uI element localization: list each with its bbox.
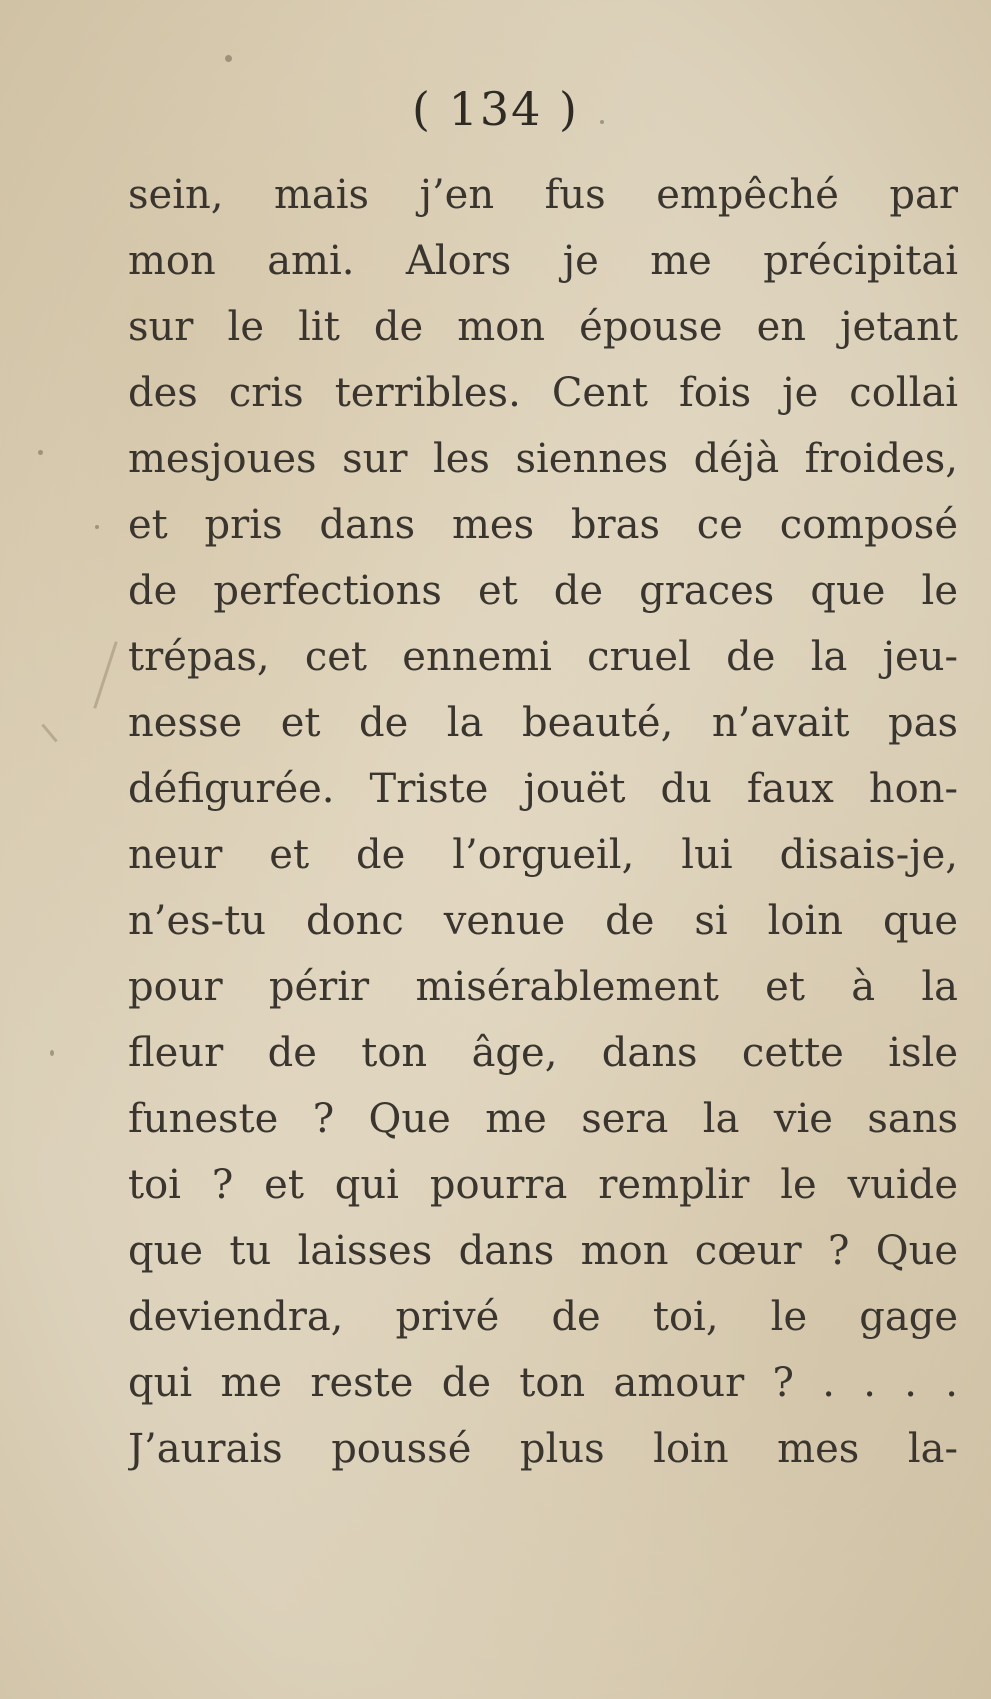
text-line: deviendra, privé de toi, le gage: [128, 1294, 958, 1340]
text-line: J’aurais poussé plus loin mes la-: [128, 1426, 958, 1472]
text-line: funeste ? Que me sera la vie sans: [128, 1096, 958, 1142]
paper-speck: [95, 525, 99, 529]
text-line: mesjoues sur les siennes déjà froides,: [128, 436, 958, 482]
pencil-mark: [93, 641, 117, 709]
text-line: neur et de l’orgueil, lui disais-je,: [128, 832, 958, 878]
text-line: fleur de ton âge, dans cette isle: [128, 1030, 958, 1076]
text-line: toi ? et qui pourra remplir le vuide: [128, 1162, 958, 1208]
text-line: de perfections et de graces que le: [128, 568, 958, 614]
text-line: des cris terribles. Cent fois je collai: [128, 370, 958, 416]
pencil-mark: [41, 724, 57, 743]
text-line: sein, mais j’en fus empêché par: [128, 172, 958, 218]
text-line: sur le lit de mon épouse en jetant: [128, 304, 958, 350]
text-line: défigurée. Triste jouët du faux hon-: [128, 766, 958, 812]
text-line: n’es-tu donc venue de si loin que: [128, 898, 958, 944]
paper-speck: [50, 1050, 54, 1056]
text-line: mon ami. Alors je me précipitai: [128, 238, 958, 284]
text-line: pour périr misérablement et à la: [128, 964, 958, 1010]
paper-speck: [225, 55, 232, 62]
text-line: qui me reste de ton amour ? . . . .: [128, 1360, 958, 1406]
text-line: trépas, cet ennemi cruel de la jeu-: [128, 634, 958, 680]
text-line: que tu laisses dans mon cœur ? Que: [128, 1228, 958, 1274]
text-line: et pris dans mes bras ce composé: [128, 502, 958, 548]
text-line: nesse et de la beauté, n’avait pas: [128, 700, 958, 746]
page-body: [128, 162, 958, 1482]
page-number: ( 134 ): [412, 82, 579, 136]
paper-speck: [38, 450, 43, 455]
